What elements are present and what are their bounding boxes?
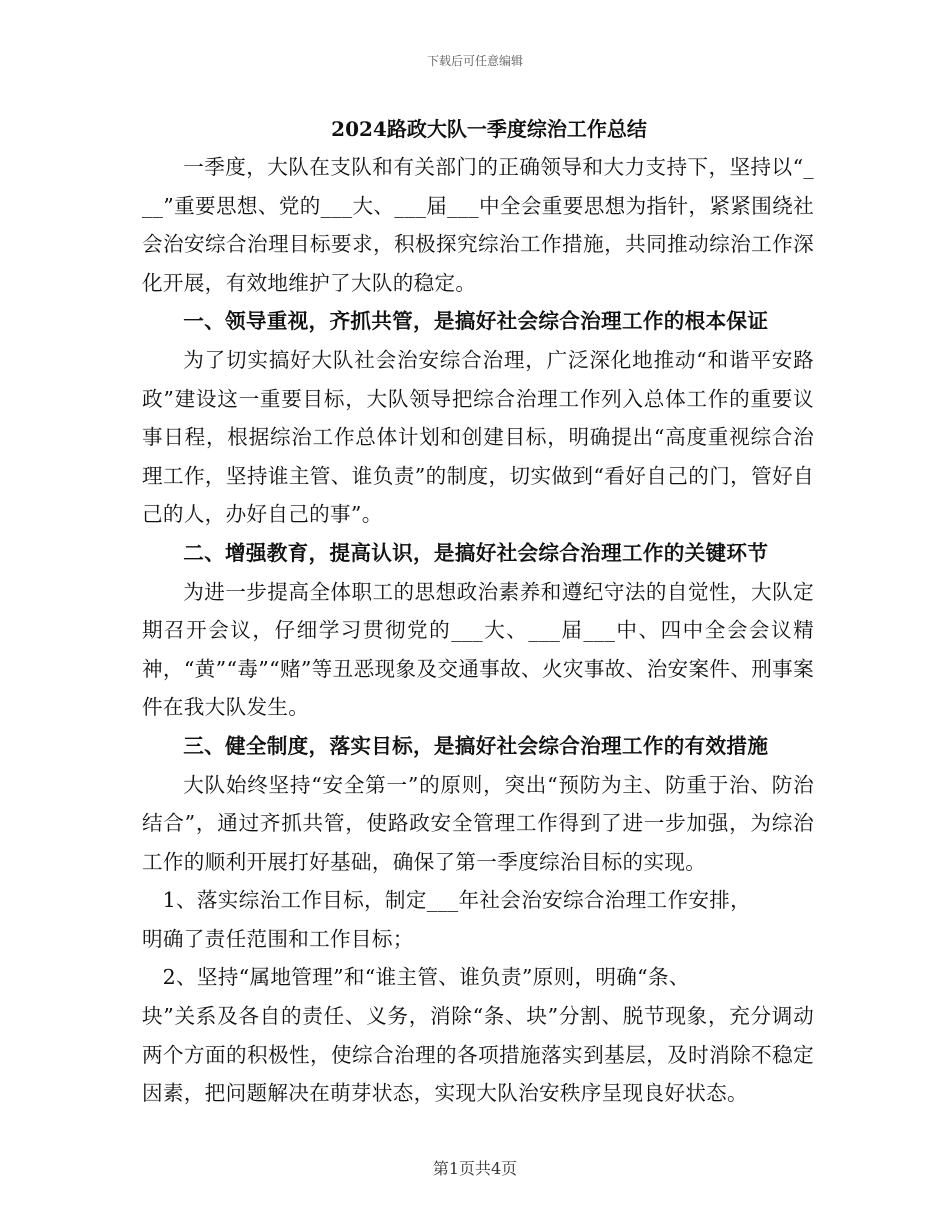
document-title: 2024路政大队一季度综治工作总结 — [331, 117, 647, 141]
section-2-heading: 二、增强教育，提高认识，是搞好社会综合治理工作的关键环节 — [183, 540, 769, 565]
list-item-1-first-line: 1、落实综治工作目标，制定___年社会治安综合治理工作安排， — [162, 888, 752, 913]
section-1-heading: 一、领导重视，齐抓共管，是搞好社会综合治理工作的根本保证 — [183, 309, 769, 334]
page-number: 第1页共4页 — [432, 1159, 518, 1178]
document-body — [142, 112, 814, 1113]
page-header-note: 下载后可任意编辑 — [426, 54, 523, 68]
list-item-1-continuation: 明确了责任范围和工作目标； — [142, 926, 414, 951]
list-item-2-first-line: 2、坚持“属地管理”和“谁主管、谁负责”原则，明确“条、 — [162, 965, 690, 990]
list-item-2-continuation: 块”关系及各自的责任、义务，消除“条、块”分割、脱节现象，充分调动两个方面的积极性，使综合治理的各项措施落实到基层，及时消除不稳定因素，把问题解决在萌芽状态，实现大队治安秩序呈现良好状态。 — [142, 1004, 814, 1106]
section-2-paragraph: 为进一步提高全体职工的思想政治素养和遵纪守法的自觉性，大队定期召开会议，仔细学习贯彻党的___大、___届___中、四中全会会议精神，“黄”“毒”“赌”等丑恶现象及交通事故、火灾事故、治安案件、刑事案件在我大队发生。 — [142, 579, 814, 720]
section-3-paragraph: 大队始终坚持“安全第一”的原则，突出“预防为主、防重于治、防治结合”，通过齐抓共管，使路政安全管理工作得到了进一步加强，为综治工作的顺利开展打好基础，确保了第一季度综治目标的实现。 — [142, 772, 814, 874]
section-1-paragraph: 为了切实搞好大队社会治安综合治理，广泛深化地推动“和谐平安路政”建设这一重要目标，大队领导把综合治理工作列入总体工作的重要议事日程，根据综治工作总体计划和创建目标，明确提出“高度重视综合治理工作，坚持谁主管、谁负责”的制度，切实做到“看好自己的门，管好自己的人，办好自己的事”。 — [142, 347, 814, 527]
section-3-heading: 三、健全制度，落实目标，是搞好社会综合治理工作的有效措施 — [183, 733, 769, 758]
intro-paragraph: 一季度，大队在支队和有关部门的正确领导和大力支持下，坚持以“___”重要思想、党的___大、___届___中全会重要思想为指针，紧紧围绕社会治安综合治理目标要求，积极探究综治工作措施，共同推动综治工作深化开展，有效地维护了大队的稳定。 — [142, 155, 814, 295]
